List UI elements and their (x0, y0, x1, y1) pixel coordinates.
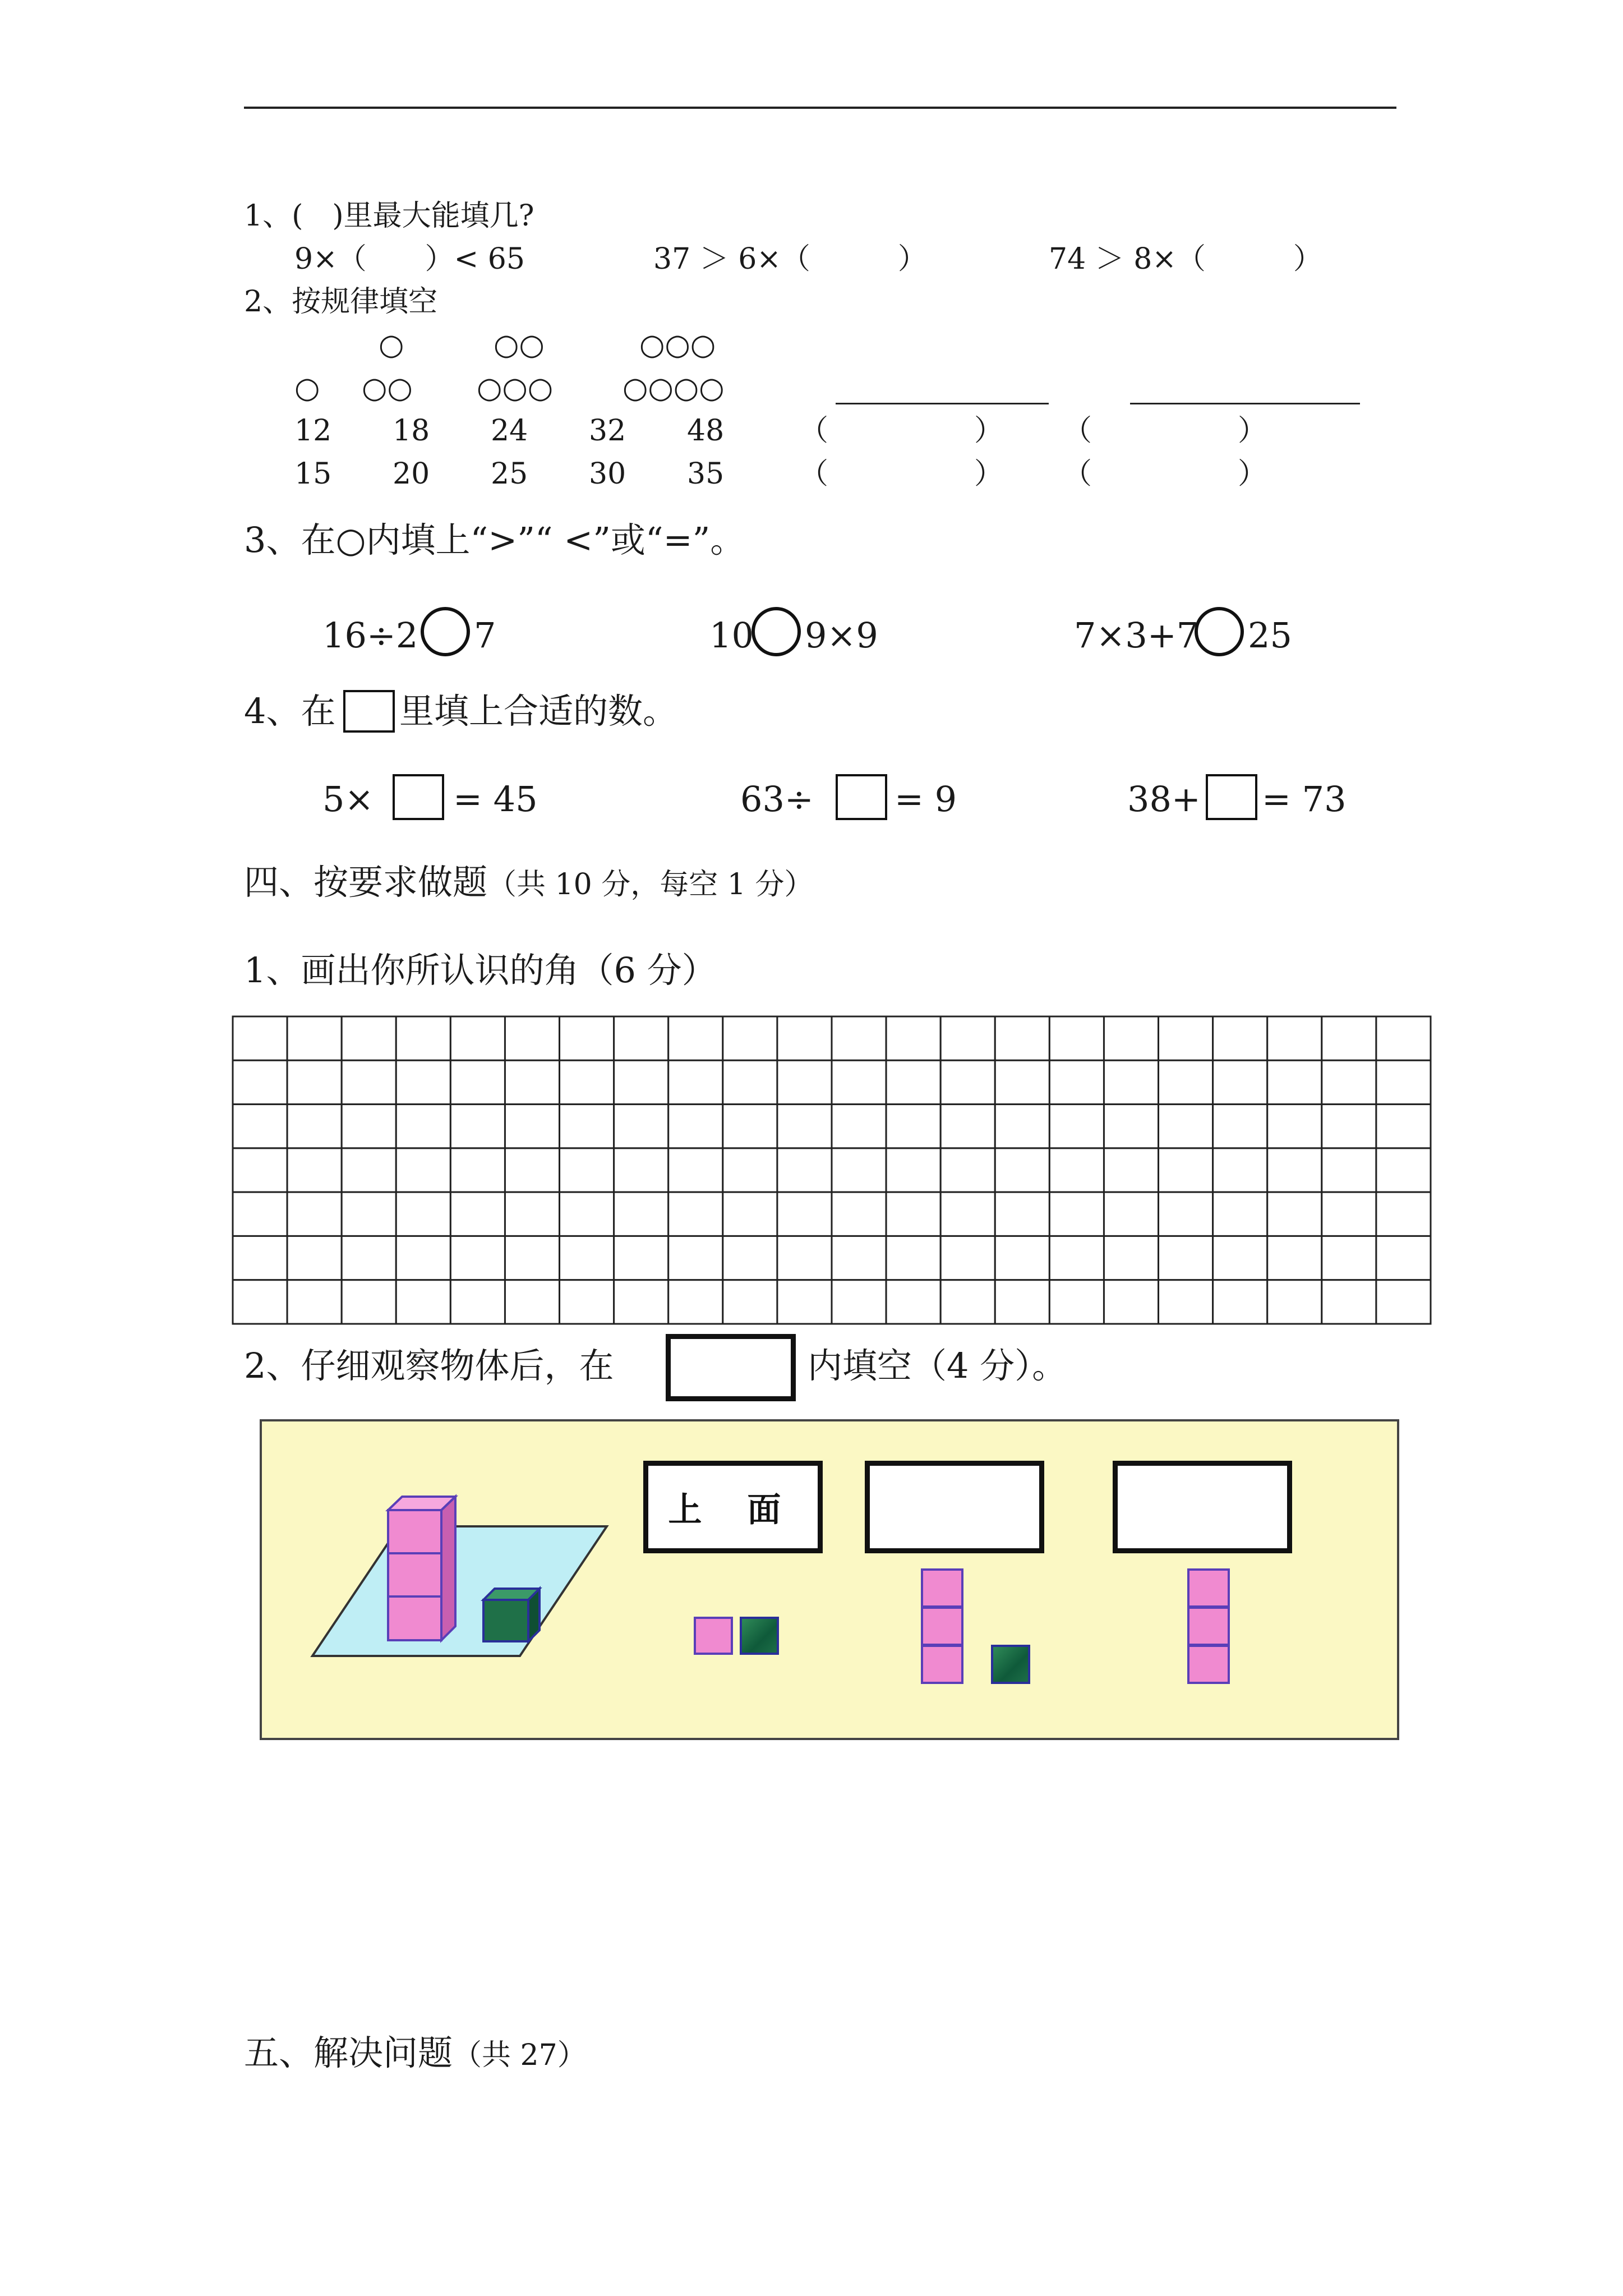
grid-cell[interactable] (396, 1060, 450, 1104)
grid-cell[interactable] (1376, 1060, 1431, 1104)
grid-cell[interactable] (450, 1148, 505, 1192)
circle-pattern-top-1: ○ (379, 328, 404, 362)
seq1-item: 12 (294, 414, 332, 448)
grid-cell[interactable] (1376, 1192, 1431, 1236)
grid-cell[interactable] (668, 1236, 723, 1280)
q4-title-after: 里填上合适的数。 (399, 691, 678, 731)
grid-cell[interactable] (505, 1148, 559, 1192)
circle-pattern-bottom-3: ○○○ (477, 371, 554, 405)
section4-q2-after: 内填空（4 分）。 (808, 1345, 1067, 1386)
grid-cell[interactable] (614, 1236, 668, 1280)
fill-1-left: 5× (322, 779, 374, 820)
view1-pink-square (921, 1568, 963, 1608)
q1-item-1: 9×（ ）< 65 (294, 242, 525, 276)
view1-green-square (991, 1645, 1030, 1684)
grid-cell[interactable] (1376, 1236, 1431, 1280)
grid-cell[interactable] (1213, 1192, 1267, 1236)
grid-cell[interactable] (668, 1105, 723, 1148)
grid-cell[interactable] (777, 1016, 832, 1060)
grid-cell[interactable] (1104, 1016, 1158, 1060)
grid-cell[interactable] (1376, 1148, 1431, 1192)
seq2-item: 20 (393, 457, 430, 491)
grid-cell[interactable] (287, 1148, 342, 1192)
circle-pattern-bottom-1: ○ (294, 371, 320, 405)
compare-2-right: 9×9 (805, 615, 878, 656)
section5-title: 五、解决问题 (244, 2032, 453, 2073)
header-rule (244, 107, 1396, 109)
grid-cell[interactable] (777, 1192, 832, 1236)
grid-cell[interactable] (1322, 1236, 1376, 1280)
seq2-item: 30 (589, 457, 626, 491)
seq1-blank-2[interactable]: （ ） (1063, 414, 1267, 448)
grid-cell[interactable] (233, 1105, 287, 1148)
grid-cell[interactable] (777, 1105, 832, 1148)
grid-cell[interactable] (342, 1148, 396, 1192)
view-answer-box-1[interactable] (865, 1461, 1044, 1553)
grid-cell[interactable] (614, 1280, 668, 1324)
grid-cell[interactable] (668, 1192, 723, 1236)
fill-1-right: = 45 (453, 779, 538, 820)
grid-cell[interactable] (1049, 1016, 1104, 1060)
section4-note: （共 10 分，每空 1 分） (487, 868, 814, 901)
q1-item-3: 74 ＞ 8×（ ） (1049, 242, 1322, 276)
grid-cell[interactable] (1376, 1016, 1431, 1060)
grid-cell[interactable] (614, 1105, 668, 1148)
grid-cell[interactable] (505, 1192, 559, 1236)
grid-cell[interactable] (832, 1280, 886, 1324)
grid-cell[interactable] (1049, 1280, 1104, 1324)
section4-q2-before: 2、仔细观察物体后，在 (244, 1345, 614, 1386)
compare-circle-3[interactable] (1195, 607, 1244, 656)
grid-cell[interactable] (940, 1280, 995, 1324)
grid-cell[interactable] (233, 1016, 287, 1060)
top-view-green-square (740, 1617, 779, 1655)
circle-pattern-top-2: ○○ (494, 328, 545, 362)
grid-cell[interactable] (1159, 1236, 1213, 1280)
seq1-item: 32 (589, 414, 626, 448)
grid-cell[interactable] (995, 1016, 1049, 1060)
grid-cell[interactable] (396, 1192, 450, 1236)
grid-cell[interactable] (777, 1236, 832, 1280)
grid-cell[interactable] (1104, 1060, 1158, 1104)
grid-cell[interactable] (886, 1148, 940, 1192)
grid-cell[interactable] (396, 1280, 450, 1324)
grid-cell[interactable] (450, 1192, 505, 1236)
grid-cell[interactable] (1049, 1236, 1104, 1280)
q3-title: 3、在○内填上“>”“ <”或“=”。 (244, 519, 745, 560)
grid-cell[interactable] (886, 1060, 940, 1104)
grid-cell[interactable] (287, 1280, 342, 1324)
grid-cell[interactable] (1267, 1060, 1322, 1104)
grid-cell[interactable] (342, 1016, 396, 1060)
grid-cell[interactable] (723, 1280, 777, 1324)
seq2-item: 15 (294, 457, 332, 491)
grid-cell[interactable] (342, 1105, 396, 1148)
grid-cell[interactable] (1213, 1105, 1267, 1148)
grid-cell[interactable] (940, 1236, 995, 1280)
grid-cell[interactable] (723, 1105, 777, 1148)
q1-title: 1、( )里最大能填几? (244, 199, 534, 233)
grid-cell[interactable] (940, 1060, 995, 1104)
grid-cell[interactable] (1213, 1060, 1267, 1104)
compare-1-right: 7 (474, 615, 496, 656)
view1-pink-square (921, 1607, 963, 1646)
grid-cell[interactable] (396, 1016, 450, 1060)
grid-cell[interactable] (396, 1148, 450, 1192)
fill-box-1[interactable] (393, 774, 444, 820)
grid-cell[interactable] (832, 1148, 886, 1192)
grid-cell[interactable] (560, 1016, 614, 1060)
grid-cell[interactable] (450, 1016, 505, 1060)
view1-pink-square (921, 1645, 963, 1684)
grid-cell[interactable] (1159, 1105, 1213, 1148)
grid-cell[interactable] (287, 1192, 342, 1236)
q2-title-box (666, 1334, 796, 1401)
grid-cell[interactable] (832, 1105, 886, 1148)
grid-cell[interactable] (723, 1148, 777, 1192)
grid-cell[interactable] (233, 1148, 287, 1192)
grid-cell[interactable] (1322, 1280, 1376, 1324)
view2-pink-square (1187, 1568, 1230, 1608)
grid-cell[interactable] (1159, 1192, 1213, 1236)
grid-cell[interactable] (287, 1016, 342, 1060)
grid-cell[interactable] (1322, 1105, 1376, 1148)
grid-cell[interactable] (940, 1016, 995, 1060)
compare-3-left: 7×3+7 (1074, 615, 1199, 656)
grid-cell[interactable] (1159, 1148, 1213, 1192)
grid-cell[interactable] (287, 1060, 342, 1104)
compare-circle-2[interactable] (751, 607, 801, 656)
grid-cell[interactable] (995, 1280, 1049, 1324)
seq1-item: 18 (393, 414, 430, 448)
grid-cell[interactable] (560, 1060, 614, 1104)
grid-cell[interactable] (342, 1060, 396, 1104)
grid-cell[interactable] (505, 1105, 559, 1148)
view-label-top: 上 面 (643, 1461, 823, 1553)
grid-cell[interactable] (1104, 1105, 1158, 1148)
fill-box-2[interactable] (836, 774, 887, 820)
grid-cell[interactable] (287, 1236, 342, 1280)
grid-cell[interactable] (832, 1016, 886, 1060)
answer-line-2[interactable] (1130, 403, 1360, 404)
grid-cell[interactable] (886, 1236, 940, 1280)
grid-cell[interactable] (1213, 1280, 1267, 1324)
q4-title-before: 4、在 (244, 691, 336, 731)
grid-cell[interactable] (1159, 1060, 1213, 1104)
grid-cell[interactable] (1213, 1148, 1267, 1192)
grid-cell[interactable] (1104, 1148, 1158, 1192)
grid-cell[interactable] (995, 1060, 1049, 1104)
grid-cell[interactable] (450, 1236, 505, 1280)
grid-cell[interactable] (1376, 1105, 1431, 1148)
grid-cell[interactable] (560, 1236, 614, 1280)
grid-cell[interactable] (1104, 1192, 1158, 1236)
seq1-blank-1[interactable]: （ ） (799, 414, 1004, 448)
grid-cell[interactable] (1104, 1236, 1158, 1280)
grid-cell[interactable] (342, 1236, 396, 1280)
compare-2-left: 10 (709, 615, 754, 656)
seq2-blank-1[interactable]: （ ） (799, 457, 1004, 491)
grid-cell[interactable] (723, 1192, 777, 1236)
grid-cell[interactable] (1267, 1105, 1322, 1148)
grid-cell[interactable] (995, 1105, 1049, 1148)
grid-cell[interactable] (940, 1105, 995, 1148)
grid-cell[interactable] (995, 1148, 1049, 1192)
grid-cell[interactable] (1159, 1016, 1213, 1060)
circle-pattern-bottom-4: ○○○○ (623, 371, 725, 405)
top-view-pink-square (694, 1617, 733, 1655)
compare-circle-1[interactable] (421, 607, 470, 656)
seq1-item: 24 (491, 414, 528, 448)
grid-cell[interactable] (1213, 1016, 1267, 1060)
grid-cell[interactable] (1213, 1236, 1267, 1280)
section5-note: （共 27） (453, 2039, 587, 2072)
fill-box-3[interactable] (1206, 774, 1257, 820)
grid-cell[interactable] (342, 1280, 396, 1324)
grid-cell[interactable] (1104, 1280, 1158, 1324)
grid-cell[interactable] (1049, 1105, 1104, 1148)
fill-3-right: = 73 (1262, 779, 1347, 820)
grid-cell[interactable] (886, 1280, 940, 1324)
grid-cell[interactable] (723, 1016, 777, 1060)
section4-heading (244, 863, 813, 904)
grid-cell[interactable] (614, 1192, 668, 1236)
grid-cell[interactable] (560, 1192, 614, 1236)
grid-cell[interactable] (1322, 1192, 1376, 1236)
fill-2-right: = 9 (895, 779, 957, 820)
grid-cell[interactable] (940, 1192, 995, 1236)
grid-cell[interactable] (940, 1148, 995, 1192)
q2-title: 2、按规律填空 (244, 285, 438, 319)
grid-cell[interactable] (777, 1060, 832, 1104)
grid-cell[interactable] (342, 1192, 396, 1236)
grid-cell[interactable] (832, 1236, 886, 1280)
grid-cell[interactable] (1267, 1236, 1322, 1280)
seq2-item: 25 (491, 457, 528, 491)
grid-cell[interactable] (668, 1060, 723, 1104)
grid-cell[interactable] (723, 1236, 777, 1280)
grid-cell[interactable] (1267, 1148, 1322, 1192)
grid-cell[interactable] (1376, 1280, 1431, 1324)
grid-cell[interactable] (233, 1236, 287, 1280)
view2-pink-square (1187, 1607, 1230, 1646)
grid-cell[interactable] (505, 1236, 559, 1280)
grid-cell[interactable] (1267, 1192, 1322, 1236)
grid-cell[interactable] (668, 1148, 723, 1192)
grid-cell[interactable] (668, 1016, 723, 1060)
grid-cell[interactable] (1267, 1016, 1322, 1060)
grid-cell[interactable] (614, 1060, 668, 1104)
seq1-item: 48 (687, 414, 725, 448)
grid-cell[interactable] (1159, 1280, 1213, 1324)
grid-cell[interactable] (450, 1280, 505, 1324)
section5-heading (244, 2033, 587, 2075)
grid-cell[interactable] (450, 1105, 505, 1148)
section4-q1: 1、画出你所认识的角（6 分） (244, 950, 717, 991)
grid-cell[interactable] (886, 1192, 940, 1236)
seq2-blank-2[interactable]: （ ） (1063, 457, 1267, 491)
grid-cell[interactable] (560, 1280, 614, 1324)
grid-cell[interactable] (396, 1105, 450, 1148)
grid-cell[interactable] (1049, 1192, 1104, 1236)
grid-cell[interactable] (560, 1148, 614, 1192)
grid-cell[interactable] (233, 1280, 287, 1324)
grid-cell[interactable] (450, 1060, 505, 1104)
grid-cell[interactable] (832, 1060, 886, 1104)
answer-line-1[interactable] (836, 403, 1049, 404)
drawing-grid[interactable] (232, 1015, 1432, 1325)
fill-3-left: 38+ (1127, 779, 1201, 820)
circle-pattern-bottom-2: ○○ (362, 371, 413, 405)
grid-cell[interactable] (995, 1192, 1049, 1236)
grid-cell[interactable] (777, 1280, 832, 1324)
seq2-item: 35 (687, 457, 725, 491)
grid-cell[interactable] (396, 1236, 450, 1280)
view-answer-box-2[interactable] (1113, 1461, 1292, 1553)
fill-2-left: 63÷ (740, 779, 814, 820)
grid-cell[interactable] (233, 1192, 287, 1236)
q4-title-box (343, 690, 395, 733)
circle-pattern-top-3: ○○○ (639, 328, 716, 362)
grid-cell[interactable] (1322, 1060, 1376, 1104)
grid-cell[interactable] (1322, 1016, 1376, 1060)
section4-title: 四、按要求做题 (244, 862, 488, 903)
grid-cell[interactable] (1049, 1060, 1104, 1104)
grid-cell[interactable] (777, 1148, 832, 1192)
grid-cell[interactable] (668, 1280, 723, 1324)
grid-cell[interactable] (1322, 1148, 1376, 1192)
grid-cell[interactable] (1049, 1148, 1104, 1192)
q1-item-2: 37 ＞ 6×（ ） (653, 242, 927, 276)
grid-cell[interactable] (505, 1280, 559, 1324)
grid-cell[interactable] (233, 1060, 287, 1104)
grid-cell[interactable] (614, 1016, 668, 1060)
grid-cell[interactable] (832, 1192, 886, 1236)
grid-cell[interactable] (505, 1016, 559, 1060)
grid-cell[interactable] (886, 1016, 940, 1060)
grid-cell[interactable] (614, 1148, 668, 1192)
grid-cell[interactable] (1267, 1280, 1322, 1324)
compare-3-right: 25 (1248, 615, 1292, 656)
grid-cell[interactable] (287, 1105, 342, 1148)
grid-cell[interactable] (560, 1105, 614, 1148)
grid-cell[interactable] (505, 1060, 559, 1104)
grid-cell[interactable] (995, 1236, 1049, 1280)
grid-cell[interactable] (723, 1060, 777, 1104)
view2-pink-square (1187, 1645, 1230, 1684)
grid-cell[interactable] (886, 1105, 940, 1148)
compare-1-left: 16÷2 (322, 615, 418, 656)
observation-panel (260, 1419, 1399, 1740)
